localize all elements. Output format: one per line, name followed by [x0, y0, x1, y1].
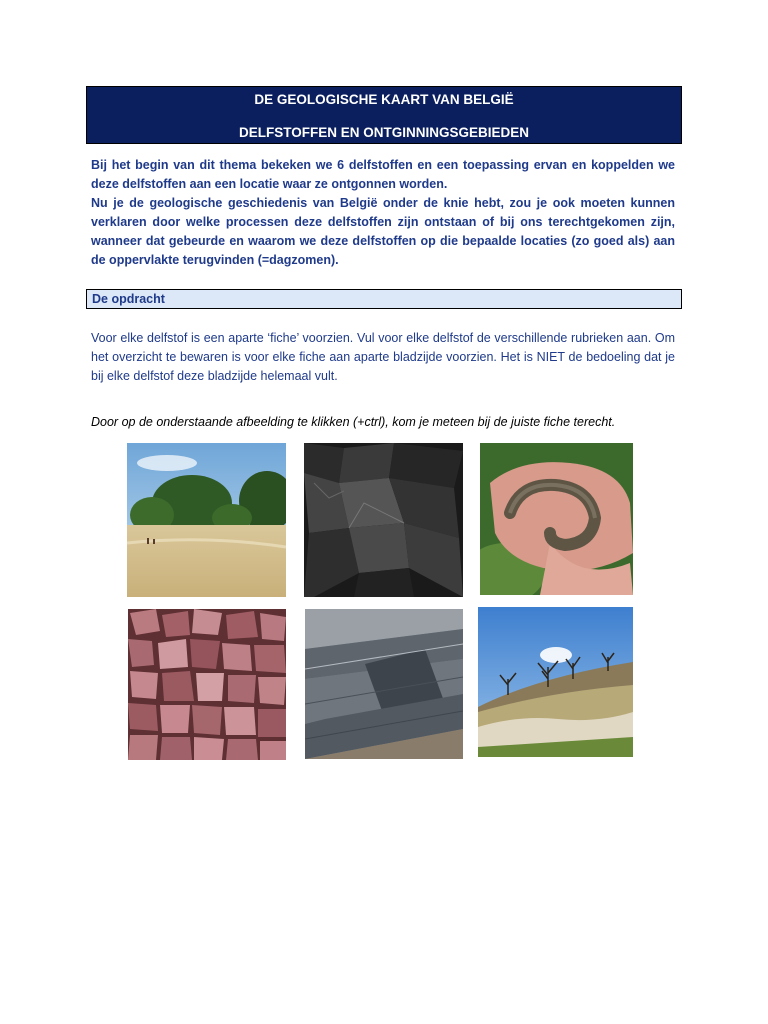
coal-pile-picture [304, 443, 463, 597]
red-gravel-picture [128, 609, 286, 760]
page-title: DE GEOLOGISCHE KAART VAN BELGIË [254, 92, 514, 107]
intro-paragraph-2: Nu je de geologische geschiedenis van België onder de knie hebt, zou je ook moeten kunnen verklaren door welke processen deze delfstoffen zijn ontstaan of bij ons terechtgekomen zijn, wanneer dat gebeurde en waarom we deze delfstoffen op die bepaalde locaties (zo goed als) aan de oppervlakte terugvinden (=dagzomen). [91, 196, 675, 267]
sand-landscape-picture [127, 443, 286, 597]
intro-paragraph-1: Bij het begin van dit thema bekeken we 6 delfstoffen en een toepassing ervan en koppelden we deze delfstoffen aan een locatie waar ze ontgonnen worden. [91, 158, 675, 191]
slate-rock-picture [305, 609, 463, 759]
clay-in-hands-picture [480, 443, 633, 595]
sand-image[interactable] [127, 443, 286, 597]
limestone-image[interactable] [478, 607, 633, 757]
page-subtitle: DELFSTOFFEN EN ONTGINNINGSGEBIEDEN [238, 125, 530, 140]
intro-text [91, 156, 675, 270]
limestone-hill-picture [478, 607, 633, 757]
click-instruction: Door op de onderstaande afbeelding te klikken (+ctrl), kom je meteen bij de juiste fiche terecht. [91, 415, 616, 429]
slate-image[interactable] [305, 609, 463, 759]
page-header [86, 86, 682, 144]
porphyry-image[interactable] [128, 609, 286, 760]
assignment-text [91, 329, 675, 386]
coal-image[interactable] [304, 443, 463, 597]
clay-image[interactable] [480, 443, 633, 595]
assignment-paragraph: Voor elke delfstof is een aparte ‘fiche’ voorzien. Vul voor elke delfstof de verschillende rubrieken aan. Om het overzicht te bewaren is voor elke fiche aan aparte bladzijde voorzien. Het is NIET de bedoeling dat je bij elke delfstof deze bladzijde helemaal vult. [91, 331, 675, 383]
section-heading: De opdracht [86, 289, 682, 309]
